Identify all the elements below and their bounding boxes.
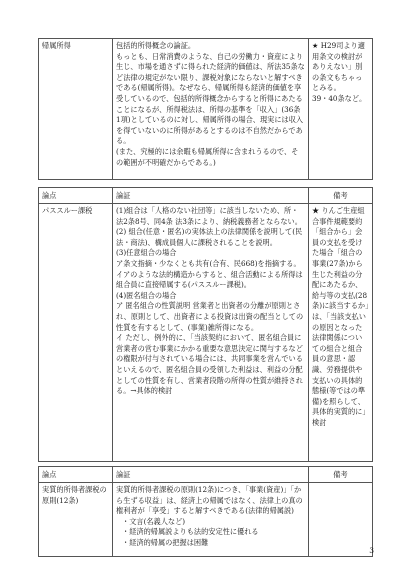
argument-paragraph: (1)組合は「人格のない社団等」に該当しないため、所・法2条8号、同4条 法3条により、納税義務者とならない。 — [116, 206, 302, 226]
argument-paragraph: (4)匿名組合の場合 — [116, 290, 177, 300]
remark-cell: ★ りんご生産組合事件規範要約「組合から」会員の支払を受けた場合「組合の事業(27条)から生じた利益の分配にあたるか、給与等の支払(28条)に該当するか」は、「当該支払いの原因となった法律関係についての組合と組合員の意思・認識、労務提供や支払いの具体的態様(等ではの準備)を照らして、具体的実質的に」検討 — [309, 204, 373, 462]
argument-paragraph: 実質的所得者課税の原則(12条)につき、「事業(資産)」「から生ずる収益」は、経済上の帰属ではなく、法律上の真の権利者が「享受」すると解すべきである(法律的帰属説) — [116, 485, 303, 516]
header-issue: 論点 — [39, 188, 113, 204]
issue-name: 帰属所得 — [39, 39, 113, 180]
header-argument: 論証 — [113, 188, 309, 204]
table-row — [39, 204, 373, 462]
argument-paragraph: もっとも、日常消費のような、自己の労働力・資産により生じ、市場を通さずに得られた経済的価値は、所法35条など法律の規定がない限り、課税対象にならないと解すべきである(帰属所得)。なぜなら、帰属所得も経済的価値を享受しているので、包括的所得概念からすると所得にあたることになるが、所得税法は、所得の基準を「収入」(36条1項)としているのに対し、帰属所得の場合、現実には収入を得ていないのに所得があるとするのは不自然だからである。 — [116, 51, 305, 146]
bullet-item: ・文言(名義人など) — [122, 516, 186, 526]
issue-table-3 — [38, 466, 373, 557]
issue-name: 実質的所得者課税の原則(12条) — [39, 483, 113, 557]
bullet-item: ・経済的帰属の把握は困難 — [122, 537, 209, 547]
bullet-item: ・経済的帰属説よりも法的安定性に優れる — [122, 527, 259, 537]
table-header-row — [39, 188, 373, 204]
header-argument: 論証 — [113, 467, 309, 483]
argument-paragraph: ア条文指摘・少なくとも共有(合有、民668)を指摘する。 — [116, 258, 301, 268]
argument-cell — [113, 483, 309, 557]
header-remarks: 備考 — [309, 188, 373, 204]
issue-name: パススルー課税 — [39, 204, 113, 462]
table-header-row — [39, 467, 373, 483]
remark-cell — [309, 39, 373, 180]
argument-paragraph: 包括的所得概念の論証。 — [116, 41, 196, 50]
remark-cell — [309, 483, 373, 557]
header-remarks: 備考 — [309, 467, 373, 483]
argument-paragraph: ア 匿名組合の性質説明 営業者と出資者の分離が原則とされ、原則として、出資者による投資は出資の配当としての性質を有するとして、(事業)雑所得になる。 — [116, 301, 304, 332]
issue-table-1 — [38, 38, 373, 180]
remark-text: ★ H29司より適用条文の検討がありえない」別の条文もちゃっとみる。 — [312, 41, 365, 93]
argument-paragraph: イアのような法的構造からすると、組合活動による所得は組合員に直接帰属する(パススルー課税)。 — [116, 269, 303, 290]
argument-paragraph: イ ただし、例外的に、「当該契約において、匿名組合員に営業者の営む事業にかかる重要な意思決定に関与するなどの権限が付与されている場合には、共同事業を営んでいるといえるので、匿名組合員の受領した利益は、利益の分配としての性質を有し、営業者段階の所得の性質が維持される。→具体的検討 — [116, 333, 303, 396]
argument-cell — [113, 204, 309, 462]
remark-text: 39・40条など。 — [312, 93, 367, 103]
issue-table-2 — [38, 187, 373, 462]
page-number: 3 — [369, 546, 374, 555]
argument-paragraph: (3)任意組合の場合 — [116, 248, 177, 258]
table-row — [39, 39, 373, 180]
argument-cell — [113, 39, 309, 180]
header-issue: 論点 — [39, 467, 113, 483]
argument-paragraph: (2) 組合(任意・匿名)の実体法上の法律関係を説明して(民法・商法)、構成員個人に課税されることを説明。 — [116, 227, 303, 247]
table-row — [39, 483, 373, 557]
argument-paragraph: (また、究極的には余暇も帰属所得に含まれうるので、その範囲が不明確だからである。) — [116, 146, 299, 167]
